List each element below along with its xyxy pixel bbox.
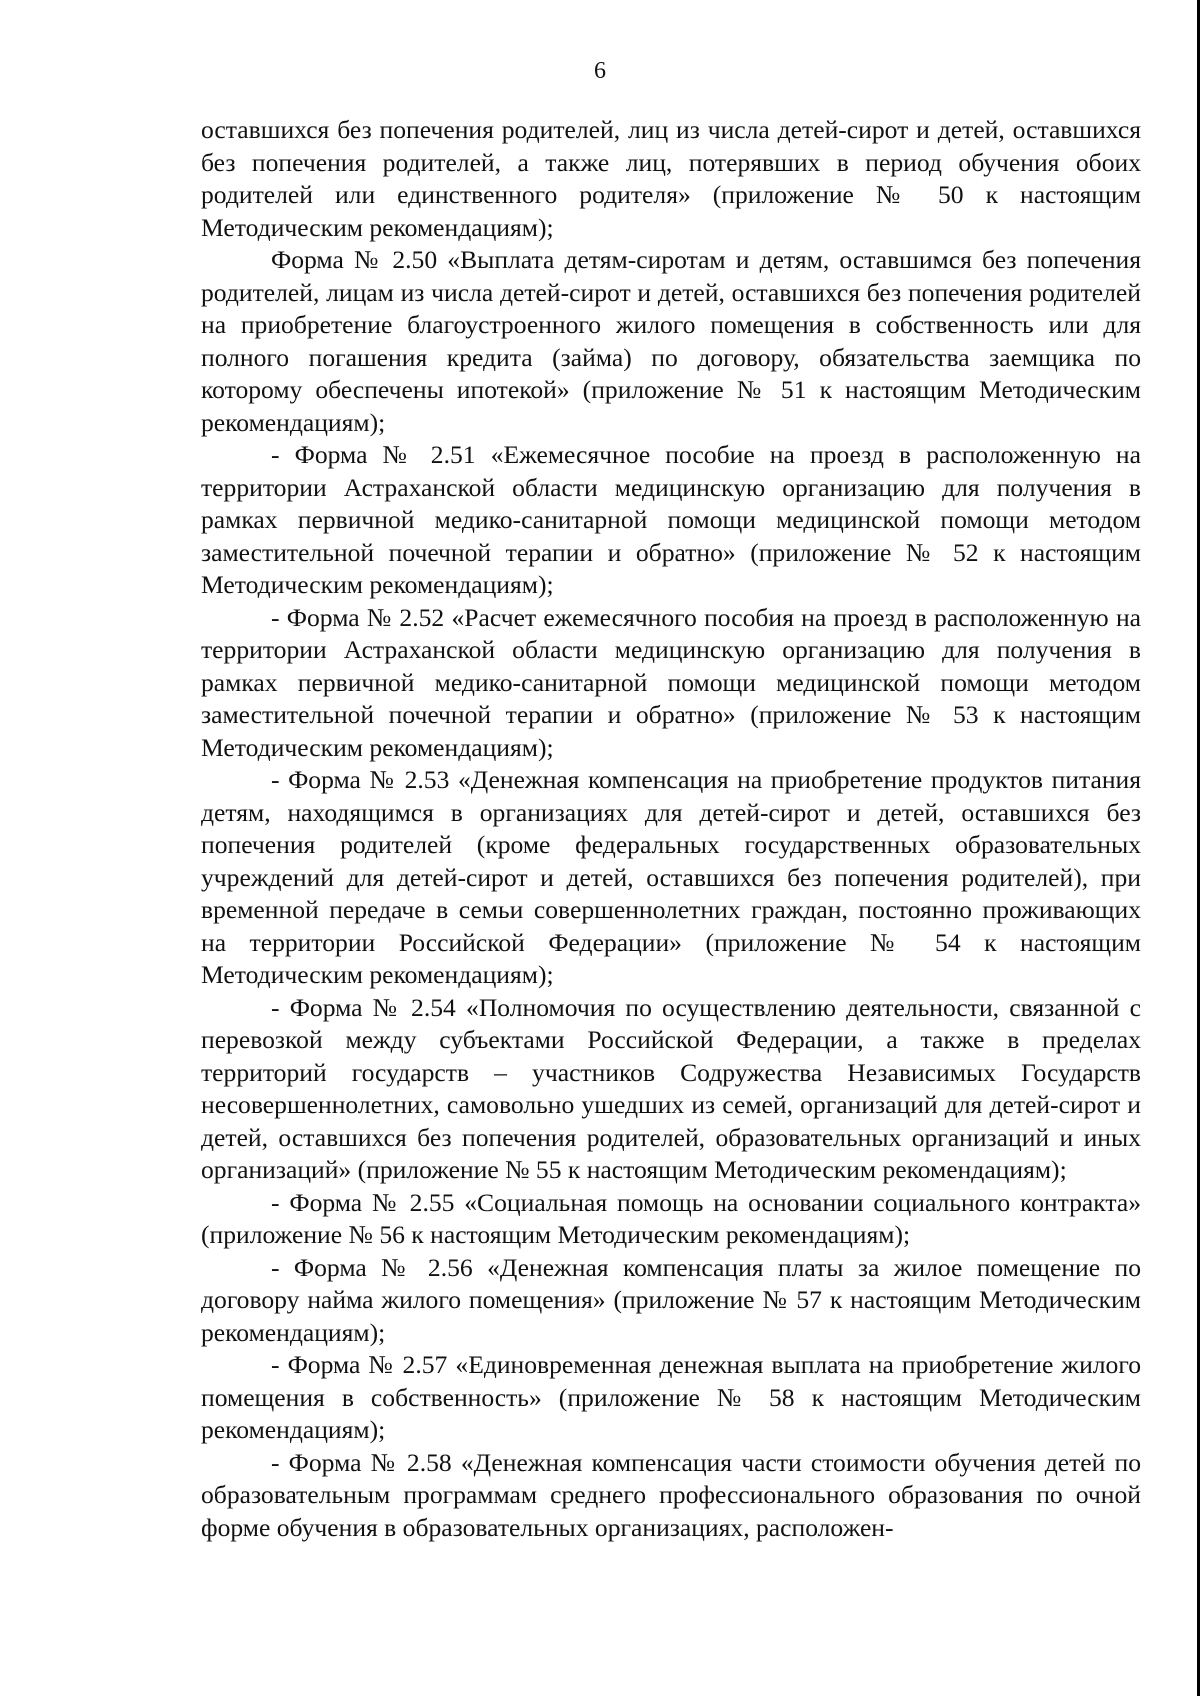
paragraph-form-2-55: - Форма № 2.55 «Социальная помощь на основании социального контракта» (приложение № 56 к настоящим Методическим рекомендациям); [201,1187,1141,1249]
paragraph-form-2-52: - Форма № 2.52 «Расчет ежемесячного пособия на проезд в расположенную на территории Астраханской области медицинскую организацию для получения в рамках первичной медико-санитарной помощи медицинской помощи методом заместительной почечной терапии и обратно» (приложение № 53 к настоящим Методическим рекомендациям); [201,602,1141,762]
page-number: 6 [594,58,606,84]
paragraph-form-2-54: - Форма № 2.54 «Полномочия по осуществлению деятельности, связанной с перевозкой между субъектами Российской Федерации, а также в пределах территорий государств – участников Содружества Независимых Государств несовершеннолетних, самовольно ушедших из семей, организаций для детей-сирот и детей, оставшихся без попечения родителей, образовательных организаций и иных организаций» (приложение № 55 к настоящим Методическим рекомендациям); [201,992,1141,1184]
paragraph-form-2-51: - Форма № 2.51 «Ежемесячное пособие на проезд в расположенную на территории Астраханской области медицинскую организацию для получения в рамках первичной медико-санитарной помощи медицинской помощи методом заместительной почечной терапии и обратно» (приложение № 52 к настоящим Методическим рекомендациям); [201,440,1141,599]
paragraph-form-2-58: - Форма № 2.58 «Денежная компенсация части стоимости обучения детей по образовательным программам среднего профессионального образования по очной форме обучения в образовательных организациях, расположен- [201,1447,1141,1542]
paragraph-form-2-50: Форма № 2.50 «Выплата детям-сиротам и детям, оставшимся без попечения родителей, лицам из числа детей-сирот и детей, оставшихся без попечения родителей на приобретение благоустроенного жилого помещения в собственность или для полного погашения кредита (займа) по договору, обязательства заемщика по которому обеспечены ипотекой» (приложение № 51 к настоящим Методическим рекомендациям); [201,245,1141,437]
paragraph-form-2-57: - Форма № 2.57 «Единовременная денежная выплата на приобретение жилого помещения в собственность» (приложение № 58 к настоящим Методическим рекомендациям); [201,1350,1141,1444]
paragraph-continuation: оставшихся без попечения родителей, лиц из числа детей-сирот и детей, оставшихся без попечения родителей, а также лиц, потерявших в период обучения обоих родителей или единственного родителя» (приложение № 50 к настоящим Методическим рекомендациям); [201,115,1141,242]
paragraph-form-2-56: - Форма № 2.56 «Денежная компенсация платы за жилое помещение по договору найма жилого помещения» (приложение № 57 к настоящим Методическим рекомендациям); [201,1252,1141,1347]
body-text [201,114,1141,1544]
paragraph-form-2-53: - Форма № 2.53 «Денежная компенсация на приобретение продуктов питания детям, находящимся в организациях для детей-сирот и детей, оставшихся без попечения родителей (кроме федеральных государственных образовательных учреждений для детей-сирот и детей, оставшихся без попечения родителей), при временной передаче в семьи совершеннолетних граждан, постоянно проживающих на территории Российской Федерации» (приложение № 54 к настоящим Методическим рекомендациям); [201,765,1141,989]
